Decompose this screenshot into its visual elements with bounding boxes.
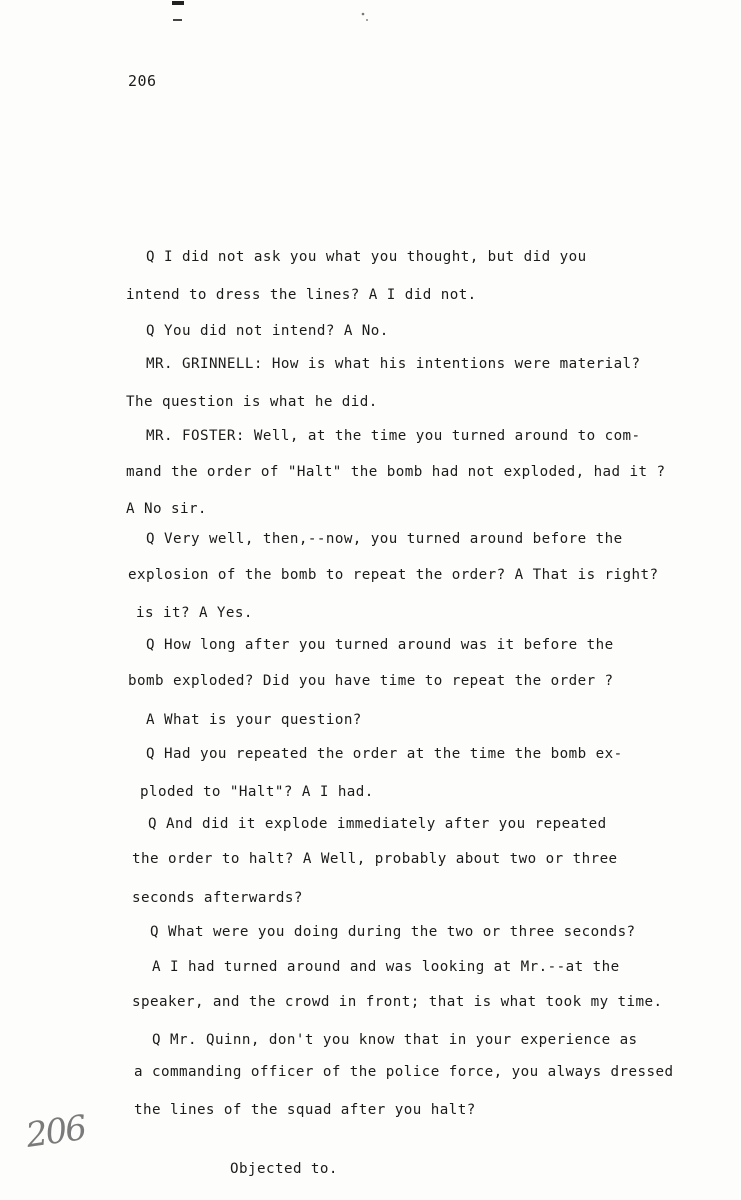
transcript-line: A What is your question? — [146, 712, 362, 728]
transcript-line: the lines of the squad after you halt? — [134, 1102, 476, 1118]
transcript-line: A No sir. — [126, 501, 207, 517]
transcript-line: Q Very well, then,--now, you turned around before the — [146, 531, 623, 547]
transcript-line: seconds afterwards? — [132, 890, 303, 906]
transcript-line: The question is what he did. — [126, 394, 378, 410]
transcript-line: Q Mr. Quinn, don't you know that in your experience as — [152, 1032, 638, 1048]
handwritten-page-number: 206 — [23, 1108, 88, 1156]
page-number: 206 — [128, 72, 157, 90]
transcript-line: bomb exploded? Did you have time to repeat the order ? — [128, 673, 614, 689]
top-edge-marks — [170, 0, 370, 30]
transcript-line: Q Had you repeated the order at the time the bomb ex- — [146, 746, 623, 762]
transcript-line: Q How long after you turned around was it before the — [146, 637, 614, 653]
transcript-line: MR. FOSTER: Well, at the time you turned around to com- — [146, 428, 641, 444]
transcript-line: Q And did it explode immediately after you repeated — [148, 816, 607, 832]
transcript-line: Q I did not ask you what you thought, but did you — [146, 249, 587, 265]
transcript-line: ploded to "Halt"? A I had. — [140, 784, 374, 800]
transcript-line: is it? A Yes. — [136, 605, 253, 621]
transcript-line: MR. GRINNELL: How is what his intentions were material? — [146, 356, 641, 372]
transcript-line: the order to halt? A Well, probably about two or three — [132, 851, 618, 867]
transcript-line: mand the order of "Halt" the bomb had not exploded, had it ? — [126, 464, 666, 480]
transcript-line: Objected to. — [230, 1161, 338, 1177]
transcript-line: Q What were you doing during the two or three seconds? — [150, 924, 636, 940]
transcript-line: A I had turned around and was looking at Mr.--at the — [152, 959, 620, 975]
transcript-line: speaker, and the crowd in front; that is what took my time. — [132, 994, 663, 1010]
transcript-line: intend to dress the lines? A I did not. — [126, 287, 477, 303]
transcript-line: explosion of the bomb to repeat the order? A That is right? — [128, 567, 659, 583]
transcript-line: a commanding officer of the police force, you always dressed — [134, 1064, 674, 1080]
transcript-line: Q You did not intend? A No. — [146, 323, 389, 339]
